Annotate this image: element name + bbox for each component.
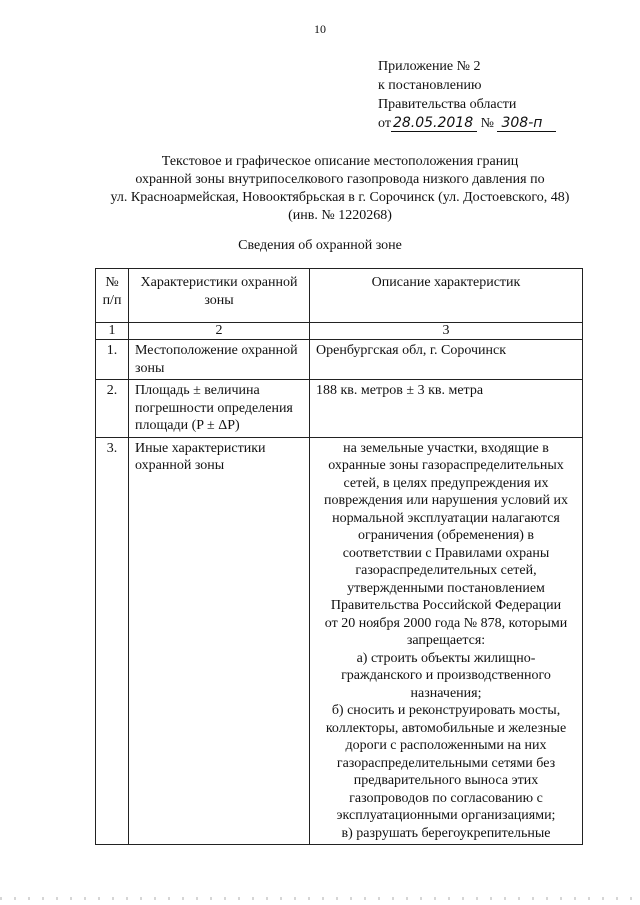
handwritten-number: 308-п xyxy=(497,116,556,132)
row-description xyxy=(310,340,583,380)
description-line: на земельные участки, входящие в xyxy=(343,440,549,456)
description-line: а) строить объекты жилищно- xyxy=(356,650,536,666)
description-line: эксплуатационными организациями; xyxy=(336,808,556,823)
table-row xyxy=(96,437,583,845)
section-subtitle: Сведения об охранной зоне xyxy=(238,238,402,253)
header-characteristic: Характеристики охранной зоны xyxy=(129,269,310,323)
index-cell-1: 1 xyxy=(96,323,129,340)
title-line-2: охранной зоны внутрипоселкового газопровода низкого давления по xyxy=(135,172,545,187)
index-cell-2: 2 xyxy=(129,323,310,340)
description-line: газораспределительных сетей, xyxy=(355,563,537,578)
header-number: № п/п xyxy=(96,269,129,323)
row-description xyxy=(310,380,583,438)
description-line: назначения; xyxy=(410,685,482,701)
description-line: соответствии с Правилами охраны xyxy=(342,545,550,561)
description-line: запрещается: xyxy=(406,633,486,648)
row-description xyxy=(310,437,583,845)
appendix-line-3: Правительства области xyxy=(378,97,517,112)
description-line: утвержденными постановлением xyxy=(347,580,545,596)
row-number: 3. xyxy=(96,437,129,845)
row-characteristic: Иные характеристики охранной зоны xyxy=(129,437,310,845)
description-line: дороги с расположенными на них xyxy=(345,738,547,753)
table-header-row xyxy=(96,269,583,323)
handwritten-date: 28.05.2018 xyxy=(391,116,477,132)
appendix-block xyxy=(378,57,556,133)
from-label: от xyxy=(378,116,391,131)
page-number: 10 xyxy=(314,22,326,36)
table-row xyxy=(96,340,583,380)
description-line: Оренбургская обл, г. Сорочинск xyxy=(316,343,507,358)
table-row xyxy=(96,380,583,438)
appendix-line-2: к постановлению xyxy=(378,78,482,93)
title-line-1: Текстовое и графическое описание местоположения границ xyxy=(161,154,519,169)
description-line: газораспределительными сетями без xyxy=(336,755,556,771)
description-line: ограничения (обременения) в xyxy=(357,528,535,543)
appendix-date-line xyxy=(378,114,556,133)
description-line: предварительного выноса этих xyxy=(353,773,539,788)
appendix-line-1: Приложение № 2 xyxy=(378,59,481,74)
scan-edge-artifact xyxy=(0,897,640,900)
description-line: в) разрушать берегоукрепительные xyxy=(341,825,551,841)
document-title xyxy=(60,153,620,225)
description-line: гражданского и производственного xyxy=(341,668,551,683)
description-line: охранные зоны газораспределительных xyxy=(328,458,564,473)
zone-info-table xyxy=(95,268,583,845)
description-line: б) сносить и реконструировать мосты, xyxy=(331,703,561,718)
title-line-4: (инв. № 1220268) xyxy=(288,208,392,223)
description-line: нормальной эксплуатации налагаются xyxy=(332,510,560,526)
description-line: коллекторы, автомобильные и железные xyxy=(325,720,567,736)
number-label: № xyxy=(480,116,494,131)
row-number: 1. xyxy=(96,340,129,380)
row-number: 2. xyxy=(96,380,129,438)
description-line: газопроводов по согласованию с xyxy=(349,790,543,806)
index-cell-3: 3 xyxy=(310,323,583,340)
description-line: Правительства Российской Федерации xyxy=(330,598,562,613)
title-line-3: ул. Красноармейская, Новооктябрьская в г. Сорочинск (ул. Достоевского, 48) xyxy=(110,190,570,205)
description-line: повреждения или нарушения условий их xyxy=(324,493,568,508)
header-description: Описание характеристик xyxy=(310,269,583,323)
description-line: от 20 ноября 2000 года № 878, которыми xyxy=(324,615,568,631)
description-line: сетей, в целях предупреждения их xyxy=(343,475,549,491)
row-characteristic: Площадь ± величина погрешности определения площади (P ± ΔP) xyxy=(129,380,310,438)
description-line: 188 кв. метров ± 3 кв. метра xyxy=(316,383,484,398)
table-index-row xyxy=(96,323,583,340)
row-characteristic: Местоположение охранной зоны xyxy=(129,340,310,380)
